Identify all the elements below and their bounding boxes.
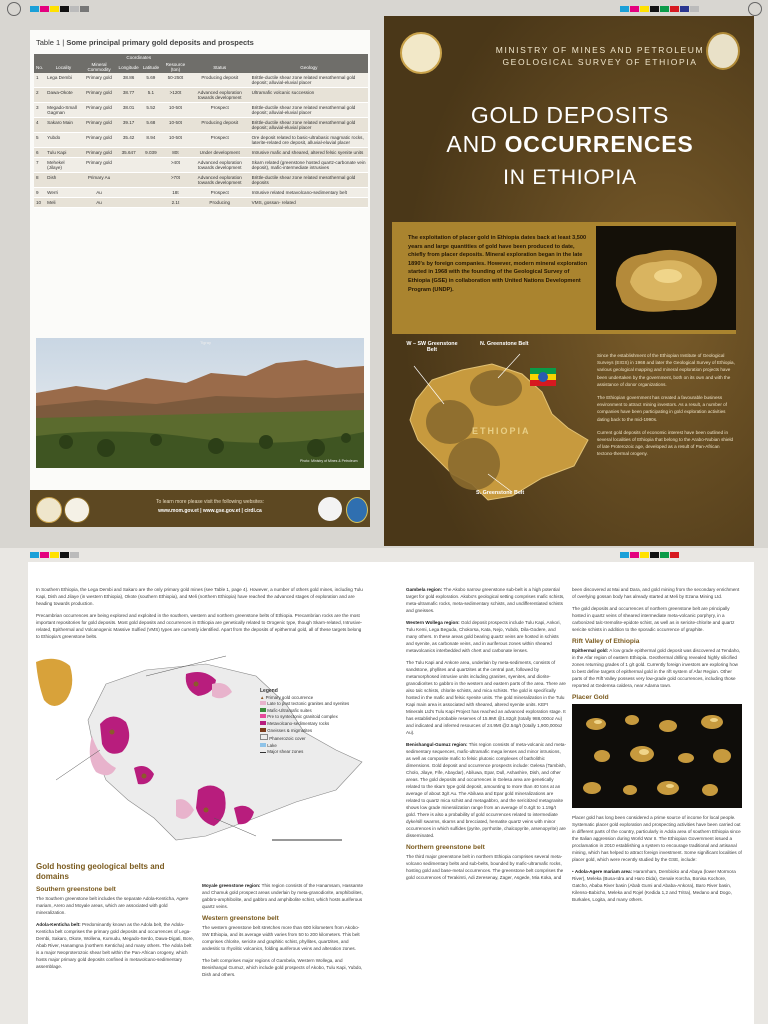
table-cell: Primary gold — [82, 133, 117, 148]
footer-text — [130, 498, 290, 516]
table-cell: Prospect — [190, 188, 250, 198]
table-cell: 2.1t — [161, 198, 190, 208]
registration-mark — [748, 2, 762, 16]
table-cell: Brittle-ductile shear zone related mesothermal gold deposit; alluvial-eluvial placer — [250, 73, 368, 88]
color-bar — [30, 6, 89, 12]
table-cell: Yubdo — [45, 133, 81, 148]
table-cell: 10-50t — [161, 118, 190, 133]
table-cell: Mehekel (Jilaye) — [45, 158, 81, 173]
table-cell: Primary gold — [82, 88, 117, 103]
paragraph: The belt comprises major regions of Gambela, Western Wollega, and Benishangul Gumuz, which include gold prospects of Akobo, Tulu Kapi, Yubdo, Dish and others. — [202, 958, 363, 977]
table-cell: Producing — [190, 198, 250, 208]
table-cell: 9 — [34, 188, 45, 198]
ethiopia-flag — [530, 368, 556, 386]
color-bar — [30, 552, 79, 558]
table-cell: Advanced exploration towards development — [190, 173, 250, 188]
table-cell: 7 — [34, 158, 45, 173]
table-cell: 5.1 — [141, 88, 161, 103]
map-legend — [260, 688, 360, 756]
legend-item: Major shear zones — [260, 749, 360, 756]
photo-caption: Tigray — [200, 340, 211, 345]
table-cell: 35.647 — [117, 148, 141, 158]
legend-item: Late to post tectonic granites and syenites — [260, 701, 360, 708]
map-label-w-sw: W – SW Greenstone Belt — [406, 341, 458, 353]
color-bar — [620, 552, 679, 558]
title-line-2 — [400, 131, 740, 158]
right-column-text — [597, 352, 737, 464]
table-cell: 9.039 — [141, 148, 161, 158]
column-header: Geology — [250, 61, 368, 73]
table-cell — [117, 158, 141, 173]
table-cell: Primary gold — [82, 103, 117, 118]
table-header-row — [34, 61, 368, 73]
title-line-3: IN ETHIOPIA — [503, 166, 637, 189]
table-cell: 39.17 — [117, 118, 141, 133]
map-label-north: N. Greenstone Belt — [480, 341, 529, 347]
table-row — [34, 158, 368, 173]
paragraph: The Tulu Kapi and Ankore area, underlain by meta-sediments, consists of sandstone, phyllites and quartzites at the central part, followed by metamorphosed intrusive units including granites, syenites, and diorite-granodiorites to gabbro in the western and eastern parts of the area. There are also talc schists, chlorite schists, and mica schists. The gold is specifically hosted in the mafic and felsic syenite units. The gold mineralization in the Tulu Kapi main area is associated with sheared, altered syenite units. KEFI Minerals Ltd's Tulu Kapi Project has reached an advanced exploration stage. It has established probable reserves of 15.9Mt @1.82g/t (totally 988,000oz Au) and indicated and inferred resources of 24.9Mt @2.54g/t (totally 1,900,000oz Au). — [406, 660, 566, 735]
table-cell: Primary gold — [82, 148, 117, 158]
table-cell: 50-250t — [161, 73, 190, 88]
table-cell: Under development — [190, 148, 250, 158]
table-cell: >70t — [161, 173, 190, 188]
photo-credit: Photo: Ministry of Mines & Petroleum — [300, 459, 358, 463]
subsection-heading: Southern greenstone belt — [36, 886, 116, 893]
column-4 — [572, 586, 742, 908]
paragraph: The gold deposits and occurrences of northern greenstone belt are principally hosted in quartz veins of sheared intermediate meta-volcanic porphyry, in a carbonized talc-tremolite-epidote schist, as well as in sericite-chlorite and quartz sericite schists in addition to the sporadic occurrence of graphite. — [572, 606, 735, 632]
paragraph: Current gold deposits of economic interest have been outlined in several localities of Ethiopia that belong to the Arabo-Nubian shield of late Proterozoic age, developed as a result of Pan-African tectono-thermal orogeny. — [597, 429, 734, 457]
table-cell: 35.42 — [117, 133, 141, 148]
table-cell — [141, 188, 161, 198]
registration-mark — [7, 2, 21, 16]
column-header: Resource (ton) — [161, 61, 190, 73]
paragraph: Western Wollega region: Gold deposit prospects include Tulu Kapi, Ankori, Tulu Kemi, Lega Beguda, Chokorsa, Kata, Nejo, Yubdo, Dila-Godere, and many others. In these areas gold bearing quartz veins are hosted in schists and syenite, as carbonate veins, and in auriferous zones within sheared metavolcanics interbedded with chert and carbonate lenses. — [406, 620, 561, 653]
legend-item: Phanerozoic cover — [260, 734, 360, 743]
table-cell: Brittle-ductile shear zone related mesothermal gold deposits — [250, 173, 368, 188]
column-header: Longitude — [117, 61, 141, 73]
table-cell: 8 — [34, 173, 45, 188]
subsection-heading: Rift Valley of Ethiopia — [572, 638, 640, 645]
table-cell: 38.86 — [117, 73, 141, 88]
table-cell: 5.69 — [141, 73, 161, 88]
paragraph: Since the establishment of the Ethiopian Institute of Geological Surveys (EIGS) in 1968 and later the Geological Survey of Ethiopia, various geological mapping and mineral exploration projects have been undertaken by the government, both on its own and with the assistance of donor organizations. — [597, 353, 735, 387]
subsection-heading: Northern greenstone belt — [406, 844, 485, 851]
table-cell — [141, 158, 161, 173]
section-heading: Gold hosting geological belts and domains — [36, 862, 165, 881]
legend-title: Legend — [260, 688, 278, 694]
table-cell: 3 — [34, 103, 45, 118]
paragraph: The Ethiopian government has created a favourable business environment to attract mining investors. As a result, a number of companies have been participating in gold exploration activities dating back to the mid-1990s. — [597, 395, 727, 422]
table-cell: Producing deposit — [190, 73, 250, 88]
table-cell: Ultramafic volcanic succession — [250, 88, 368, 103]
table-cell: Werri — [45, 188, 81, 198]
footer-websites[interactable]: www.mom.gov.et | www.gse.gov.et | cirdi.ca — [158, 508, 262, 514]
title-and: AND — [446, 131, 498, 157]
table-cell: 80t — [161, 148, 190, 158]
table-cell: Primary Au — [82, 173, 117, 188]
table-row — [34, 173, 368, 188]
paragraph: Adola-Kenticha belt: Predominantly known as the Adola belt, the Adola-Kenticha belt comprises the primary gold deposits and occurrences of Lega-Dembi, Sakaro, Okote, Wollena, Kumudu, Megado-Serdo, Dawa-Digati, Bore, Abab River, Hanamgna (northern Kenticha) and many others. The Adola belt is a major Neoproterozoic shear belt within the Pan-African orogeny, which hosts major primary gold deposits confined in metavolcano-sedimentary assemblage. — [36, 922, 194, 969]
table-caption — [36, 38, 366, 47]
legend-item: ▲ Primary gold occurrence — [260, 694, 314, 700]
table-cell: Meli — [45, 198, 81, 208]
mom-logo — [36, 497, 62, 523]
greenstone-belt-map — [392, 340, 596, 510]
table-cell: Prospect — [190, 103, 250, 118]
table-cell: 5.52 — [141, 103, 161, 118]
subsection-heading: Western greenstone belt — [202, 915, 279, 922]
table-cell: >40t — [161, 158, 190, 173]
table-cell: Sakaro Main — [45, 118, 81, 133]
table-cell — [117, 173, 141, 188]
table-cell: 2 — [34, 88, 45, 103]
title-line-1: GOLD DEPOSITS — [470, 102, 670, 128]
table-row — [34, 133, 368, 148]
table-cell: 1 — [34, 73, 45, 88]
paragraph: Placer gold has long been considered a prime source of income for local people. Systematic placer gold exploration and prospecting activities have been carried out in different parts of the country, particularly in Adola area of southern Ethiopia since the Italian aggression during World War II. The Ethiopian Government issued a proclamation in 2010 establishing a system to encourage traditional and artisanal mining, which has helped to attract foreign investment. Some significant localities of placer gold, which were recently studied by the GSE, include: — [572, 815, 742, 862]
canada-logo — [318, 497, 342, 521]
table-cell: 8.94 — [141, 133, 161, 148]
table-cell — [141, 173, 161, 188]
table-cell: 10-50t — [161, 133, 190, 148]
paragraph: Epithermal gold: A low grade epithermal gold deposit was discovered at Tendaho, in the Afar region of eastern Ethiopia. Geothermal drilling revealed highly silicified zones returning grades of 1 g/t gold. Currently foreign investors are exploring how to best define targets of epithermal gold in the rift system of Afar Region. Other parts of the Rift Valley possess very low-grade gold occurrences, including those reported at Gedemsa caldera, near Adama town. — [572, 648, 741, 688]
table-cell — [117, 188, 141, 198]
gold-nugget-photo — [596, 226, 736, 330]
ethiopia-emblem — [346, 497, 368, 523]
table-cell: 10 — [34, 198, 45, 208]
table-cell: 38.77 — [117, 88, 141, 103]
gold-deposits-table — [34, 54, 368, 208]
subsection-heading: Placer Gold — [572, 694, 609, 701]
legend-item: Mafic-Ultramafic suites — [260, 708, 360, 715]
paragraph: The western greenstone belt stretches more than 600 kilometers from Akobo-SW Ethiopia, and its average width varies from 50 to 200 kilometers. This belt comprises chlorite, sericite and graphitic schist, phyllites, quartzites, and andesitic to rhyolitic volcanics, folding auriferous veins and alteration zones. — [202, 925, 360, 951]
table-cell: Intrusive related metavolcano-sedimentary belt — [250, 188, 368, 198]
table-cell: Lega Dembi — [45, 73, 81, 88]
map-label-country: ETHIOPIA — [472, 426, 531, 436]
coordinates-header: Coordinates — [117, 54, 162, 61]
table-cell: 38.01 — [117, 103, 141, 118]
table-row — [34, 88, 368, 103]
lower-intro — [36, 586, 366, 645]
footer-note: To learn more please visit the following websites: — [155, 499, 265, 505]
table-cell: Dawa-Okote — [45, 88, 81, 103]
table-cell: >120t — [161, 88, 190, 103]
paragraph: Gambela region: The Akobo narrow greenstone sub-belt is a high potential target for gold exploration. Akobo's geological setting comprises mafic schists, meta-ultramafic rocks, meta-sedimentary schists, and undifferentiated schists and gneisses. — [406, 587, 565, 613]
legend-item: Lake — [260, 743, 360, 750]
column-header: Mineral Commodity — [82, 61, 117, 73]
paragraph: Benishangul-Gumuz region: This region consists of meta-volcanic and meta-sedimentary sequences, mafic-ultramafic mega lenses and minor intrusions, as well as composite mafic to felsic plutonic complexes of batholithic dimensions. Gold deposit and occurrence prospects include: Gelesa (Tambish, Cholo, Jilaye, Fife, Abaydar), Abiluwa, Epar, Dull, Ashashire, Dish, and other areas. The gold deposits and occurrences in Gelesa area are genetically related to the skarn type gold deposit, amounting to more than 40 tons at an average of about 3g/t Au. The Abiluwa and Epar gold mineralizations are related to quartz mica schist and metagabbro, and the sericitized metagranite shows low grade mineralization range from an average of 0.4g/t to 1.19g/t gold. There is also a probability of gold occurrences related to intermediate dyke/sill swarms, skarns and brecciated, hematite quartz veins with minor occurrences in which sulfides (pyrite, pyrrhotite, chalcopyrite, arsenopyrite) are disseminated. — [406, 742, 566, 838]
table-cell: 18t — [161, 188, 190, 198]
table-cell: Dish — [45, 173, 81, 188]
title-occurrences: OCCURRENCES — [504, 131, 694, 157]
column-header: No. — [34, 61, 45, 73]
table-row — [34, 118, 368, 133]
table-cell: 5 — [34, 133, 45, 148]
paragraph: Moyale greenstone region: This region consists of the Hanamsam, Hassamte and Chamuk gold prospect areas underlain by meta-granodiorite, amphibolites, gabbro-amphibolite, and gabbro and amphibolite schist, which hosts auriferous quartz veins. — [202, 883, 364, 909]
table-cell: Brittle-ductile shear zone related mesothermal gold deposit; alluvial-eluvial placer — [250, 103, 368, 118]
table-cell: Advanced exploration towards development — [190, 158, 250, 173]
map-label-south: S. Greenstone Belt — [476, 490, 525, 496]
column-header: Latitude — [141, 61, 161, 73]
gse-name: GEOLOGICAL SURVEY OF ETHIOPIA — [502, 57, 698, 67]
table-cell: Advanced exploration towards development — [190, 88, 250, 103]
table-row — [34, 188, 368, 198]
bullet-item: • Adola-Agere mariam area: Haramham, Dembioko and Abaya (lower Mormora River), Meleka (Busa-Idra and Haro Dida), Genale Korcha, Bonisa Kochore, Gatcho, Ababa River basin (Abab Gumi and Ababa-Ankora), Baro River basin, Kilenso-Babicho, Meleka and Rojel (Kedida 1,2 and Tritra), Medano and Dogo, Burkales, Logita, and many others. — [572, 869, 736, 902]
ministry-seal — [400, 32, 442, 74]
table-body — [34, 73, 368, 208]
paragraph: In Southern Ethiopia, the Lega Dembi and Sakaro are the only primary gold mines (see Table 1, page 4). However, a number of others gold mines, including Tulu Kapi, Dish and Jilaye (in western Ethiopia), Okote (southern Ethiopia), and Meli (northern Ethiopia) have reached the advanced stages of exploration and are heading towards production. — [36, 587, 363, 606]
placer-gold-photo — [572, 704, 742, 808]
table-row — [34, 73, 368, 88]
column-header: Status — [190, 61, 250, 73]
table-cell: Tulu Kapi — [45, 148, 81, 158]
table-cell — [117, 198, 141, 208]
column-header: Locality — [45, 61, 81, 73]
table-cell: Primary gold — [82, 118, 117, 133]
legend-item: Gneisses & migmatites — [260, 728, 360, 735]
table-cell: Primary gold — [82, 158, 117, 173]
paragraph: Precambrian occurrences are being explored and exploited in the southern, western and northern greenstone belts of Ethiopia. Precambrian rocks are the most important repositories for gold deposits. Most gold deposits and occurrences in Ethiopia are genetically related to Orogenic type, though Skarn-related, Intrusive-related, Epithermal and Volcanogenic Massive Sulfied (VMS) types are currently identified. Apart from the deposits of epithermal gold, all of these targets belong to Ethiopia's greenstone belts. — [36, 613, 363, 639]
column-1 — [36, 862, 196, 975]
table-cell — [141, 198, 161, 208]
landscape-photo — [36, 338, 364, 468]
table-cell: 10-50t — [161, 103, 190, 118]
paragraph: been discovered at Mai and Dara, and gold mining from the secondary enrichment of overlying gossan body has already started at Meli by Ezana Mining Ltd. — [572, 587, 740, 599]
table-cell: Primary gold — [82, 73, 117, 88]
color-bar — [620, 6, 699, 12]
table-cell: Brittle-ductile shear zone related mesothermal gold deposit; alluvial-eluvial placer — [250, 118, 368, 133]
intro-paragraph: The exploitation of placer gold in Ethiopia dates back at least 3,500 years and large quantities of gold have been produced to date, chiefly from placer deposits. Mineral exploration began in the late 1890's by foreign companies. However, modern mineral exploration started in 1968 with the founding of the Geological Survey of Ethiopia (GSE) in collaboration with United Nations Development Program (UNDP). — [408, 235, 588, 293]
table-cell: Intrusive mafic and sheared, altered felsic syenite units — [250, 148, 368, 158]
table-row — [34, 198, 368, 208]
table-cell: Megado-Small Gagman — [45, 103, 81, 118]
publisher-block — [460, 44, 740, 68]
table-cell: Skarn related (greenstone hosted quartz-carbonate vein deposit), mafic-intermediate intrusives — [250, 158, 368, 173]
gse-logo — [64, 497, 90, 523]
table-title: Some principal primary gold deposits and prospects — [66, 38, 254, 47]
column-2 — [202, 882, 364, 983]
table-cell: Prospect — [190, 133, 250, 148]
table-cell: Producing deposit — [190, 118, 250, 133]
table-cell: VMS, gossan- related — [250, 198, 368, 208]
table-cell: 5.68 — [141, 118, 161, 133]
table-cell: 4 — [34, 118, 45, 133]
paragraph: The Southern greenstone belt includes the separate Adola-Kenticha, Agere mariam, Arero and Moyale areas, which are associated with gold mineralization. — [36, 896, 189, 915]
paragraph: The third major greenstone belt in northern Ethiopia comprises several meta-volcano sedimentary belts and sub-belts, bounded by mafic-ultramafic rocks, hosting gold and base-metal occurrences. The greenstone belt comprises the gold occurrences of Terakimti, Adi Zeresenay, Zager, Asgede, Mia Koka, and — [406, 854, 564, 880]
table-cell: 6 — [34, 148, 45, 158]
table-cell: Au — [82, 188, 117, 198]
column-3 — [406, 586, 566, 886]
table-row — [34, 103, 368, 118]
legend-item: Pre to syntectonic granitoid complex — [260, 714, 360, 721]
legend-item: Metavolcano-sedimentary rocks — [260, 721, 360, 728]
table-number: Table 1 | — [36, 38, 65, 47]
table-row — [34, 148, 368, 158]
ministry-name: MINISTRY OF MINES AND PETROLEUM — [495, 45, 705, 55]
table-cell: Au — [82, 198, 117, 208]
table-cell: Ore deposit related to basic-ultrabasic magmatic rocks, laterite-related ore deposit, alluvial-eluvial placer — [250, 133, 368, 148]
